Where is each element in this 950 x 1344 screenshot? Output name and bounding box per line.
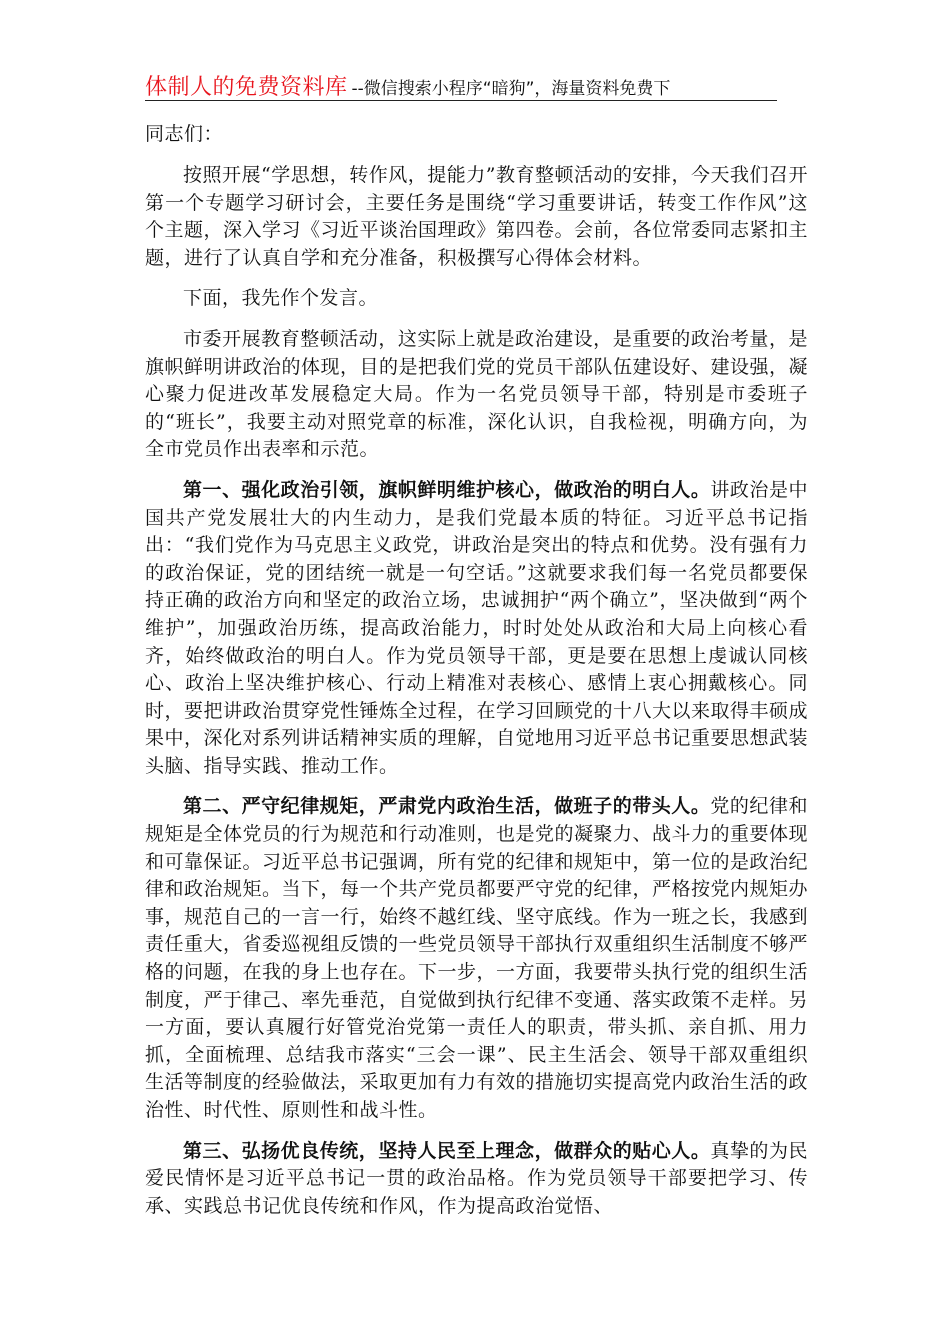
paragraph-text: 讲政治是中国共产党发展壮大的内生动力，是我们党最本质的特征。习近平总书记指出：“我们党作为马克思主义政党，讲政治是突出的特点和优势。没有强有力的政治保证，党的团结统一就是一句空话。”这就要求我们每一名党员都要保持正确的政治方向和坚定的政治立场，忠诚拥护“两个确立”，坚决做到“两个维护”，加强政治历练，提高政治能力，时时处处从政治和大局上向核心看齐，始终做政治的明白人。作为党员领导干部，更是要在思想上虔诚认同核心、政治上坚决维护核心、行动上精准对表核心、感情上衷心拥戴核心。同时，要把讲政治贯穿党性锤炼全过程，在学习回顾党的十八大以来取得丰硕成果中，深化对系列讲话精神实质的理解，自觉地用习近平总书记重要思想武装头脑、指导实践、推动工作。: [145, 478, 809, 777]
paragraph-text: 按照开展“学思想，转作风，提能力”教育整顿活动的安排，今天我们召开第一个专题学习研讨会，主要任务是围绕“学习重要讲话，转变工作作风”这个主题，深入学习《习近平谈治国理政》第四卷。会前，各位常委同志紧扣主题，进行了认真自学和充分准备，积极撰写心得体会材料。: [145, 164, 809, 269]
greeting: 同志们：: [145, 123, 224, 145]
paragraph-point-three: [145, 1138, 808, 1221]
paragraph-context: [145, 326, 808, 464]
header-brand: 体制人的免费资料库: [145, 75, 348, 100]
header-tagline: --微信搜索小程序“暗狗”，海量资料免费下: [351, 79, 671, 99]
paragraph-heading: 第三、弘扬优良传统，坚持人民至上理念，做群众的贴心人。: [183, 1139, 711, 1162]
document-body: [145, 120, 808, 1233]
paragraph-heading: 第二、严守纪律规矩，严肃党内政治生活，做班子的带头人。: [183, 795, 711, 818]
paragraph-transition: [145, 285, 808, 313]
paragraph-text: 下面，我先作个发言。: [183, 287, 379, 310]
paragraph-text: 市委开展教育整顿活动，这实际上就是政治建设，是重要的政治考量，是旗帜鲜明讲政治的体现，目的是把我们党的党员干部队伍建设好、建设强，凝心聚力促进改革发展稳定大局。作为一名党员领导干部，特别是市委班子的“班长”，我要主动对照党章的标准，深化认识，自我检视，明确方向，为全市党员作出表率和示范。: [145, 327, 809, 461]
paragraph-heading: 第一、强化政治引领，旗帜鲜明维护核心，做政治的明白人。: [183, 478, 711, 501]
paragraph-point-one: [145, 477, 808, 781]
paragraph-text: 党的纪律和规矩是全体党员的行为规范和行动准则，也是党的凝聚力、战斗力的重要体现和可靠保证。习近平总书记强调，所有党的纪律和规矩中，第一位的是政治纪律和政治规矩。当下，每一个共产党员都要严守党的纪律，严格按党内规矩办事，规范自己的一言一行，始终不越红线、坚守底线。作为一班之长，我感到责任重大，省委巡视组反馈的一些党员领导干部执行双重组织生活制度不够严格的问题，在我的身上也存在。下一步，一方面，我要带头执行党的组织生活制度，严于律己、率先垂范，自觉做到执行纪律不变通、落实政策不走样。另一方面，要认真履行好管党治党第一责任人的职责，带头抓、亲自抓、用力抓，全面梳理、总结我市落实“三会一课”、民主生活会、领导干部双重组织生活等制度的经验做法，采取更加有力有效的措施切实提高党内政治生活的政治性、时代性、原则性和战斗性。: [145, 795, 809, 1121]
page-header: [145, 70, 777, 101]
paragraph-point-two: [145, 793, 808, 1124]
paragraph-text: 真挚的为民爱民情怀是习近平总书记一贯的政治品格。作为党员领导干部要把学习、传承、实践总书记优良传统和作风，作为提高政治觉悟、: [145, 1139, 808, 1217]
paragraph-intro: [145, 162, 808, 272]
